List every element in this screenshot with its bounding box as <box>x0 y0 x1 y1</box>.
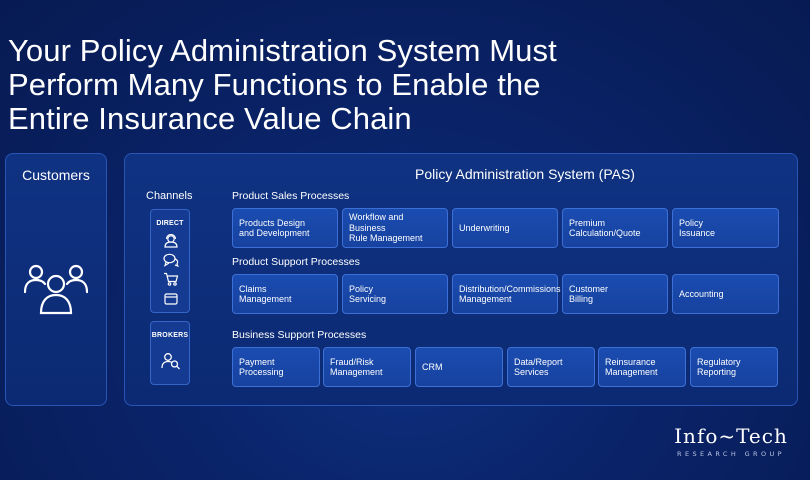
page-title <box>8 34 788 136</box>
process-products-design: Products Design and Development <box>232 208 338 248</box>
channel-direct-label: DIRECT <box>156 220 184 227</box>
agent-icon <box>163 234 179 248</box>
process-payment-processing: Payment Processing <box>232 347 320 387</box>
channels-label: Channels <box>146 190 193 202</box>
title-line-2: Perform Many Functions to Enable the <box>8 67 541 102</box>
title-line-3: Entire Insurance Value Chain <box>8 101 412 136</box>
process-crm: CRM <box>415 347 503 387</box>
process-workflow-business-rules: Workflow and Business Rule Management <box>342 208 448 248</box>
process-data-report-services: Data/Report Services <box>507 347 595 387</box>
logo-main-text: Info~Tech <box>674 424 788 448</box>
customers-label: Customers <box>22 167 90 183</box>
process-regulatory-reporting: Regulatory Reporting <box>690 347 778 387</box>
process-premium-calculation: Premium Calculation/Quote <box>562 208 668 248</box>
process-underwriting: Underwriting <box>452 208 558 248</box>
channel-brokers-label: BROKERS <box>151 332 189 339</box>
process-policy-issuance: Policy Issuance <box>672 208 779 248</box>
process-policy-servicing: Policy Servicing <box>342 274 448 314</box>
info-tech-logo <box>664 424 798 458</box>
pas-title: Policy Administration System (PAS) <box>415 166 635 182</box>
section-label-product-sales: Product Sales Processes <box>232 190 350 202</box>
process-accounting: Accounting <box>672 274 779 314</box>
section-label-business-support: Business Support Processes <box>232 329 367 341</box>
chat-icon <box>163 253 179 267</box>
browser-icon <box>163 292 179 306</box>
process-reinsurance-management: Reinsurance Management <box>598 347 686 387</box>
channel-brokers <box>150 321 190 385</box>
process-claims-management: Claims Management <box>232 274 338 314</box>
process-customer-billing: Customer Billing <box>562 274 668 314</box>
broker-search-icon <box>161 352 181 370</box>
section-label-product-support: Product Support Processes <box>232 256 360 268</box>
people-group-icon <box>24 262 88 318</box>
logo-sub-text: RESEARCH GROUP <box>677 450 785 458</box>
channel-direct <box>150 209 190 313</box>
process-fraud-risk: Fraud/Risk Management <box>323 347 411 387</box>
cart-icon <box>163 272 179 286</box>
title-line-1: Your Policy Administration System Must <box>8 33 557 68</box>
process-distribution-commissions: Distribution/Commissions Management <box>452 274 558 314</box>
